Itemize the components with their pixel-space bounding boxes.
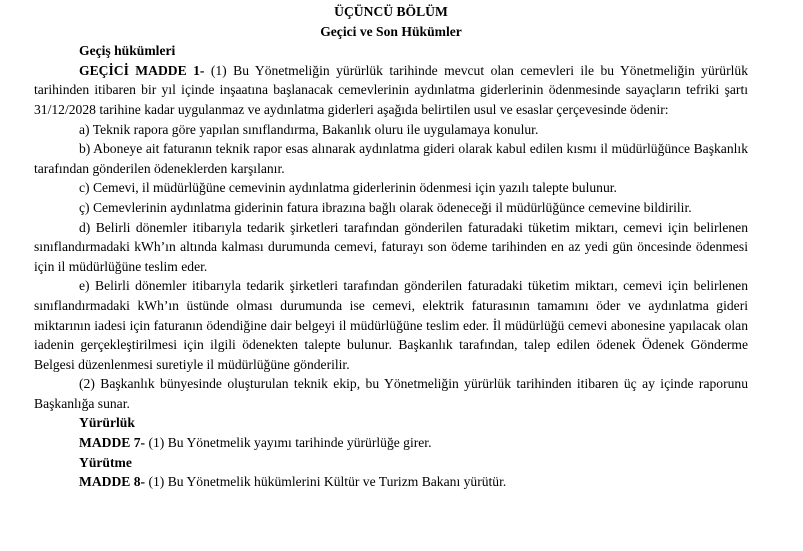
document-page [34, 2, 748, 492]
item-e: e) Belirli dönemler itibarıyla tedarik şirketleri tarafından gönderilen faturadaki tüketim miktarı, cemevi için belirlenen sınıflandırmadaki kWh’ın üstünde olması durumunda ise cemevi, elektrik faturasının tamamını öder ve aydınlatma gideri miktarının iadesi için faturanın ödendiğine dair belgeyi il müdürlüğüne teslim eder. İl müdürlüğü cemevi abonesine yapılacak olan iadenin gerçekleştirilmesi için ilgili ödenekten talepte bulunur. Başkanlık tarafından, talep edilen ödenek Ödenek Gönderme Belgesi düzenlenmesi suretiyle il müdürlüğüne gönderilir. [34, 278, 748, 372]
item-b: b) Aboneye ait faturanın teknik rapor esas alınarak aydınlatma gideri olarak kabul edilen kısmı il müdürlüğünce Başkanlık tarafından gönderilen ödeneklerden karşılanır. [34, 141, 748, 176]
yurutme-heading: Yürütme [79, 454, 132, 470]
yururluk-heading: Yürürlük [79, 415, 135, 431]
item-d: d) Belirli dönemler itibarıyla tedarik şirketleri tarafından gönderilen faturadaki tüketim miktarı, cemevi için belirlenen sınıflandırmadaki kWh’ın altında kalması durumunda cemevi, faturayı son ödeme tarihinden en az yedi gün öncesinde ödenmesi için il müdürlüğüne teslim eder. [34, 219, 748, 274]
madde-8-text: (1) Bu Yönetmelik hükümlerini Kültür ve Turizm Bakanı yürütür. [145, 474, 507, 490]
section-subtitle: Geçici ve Son Hükümler [320, 23, 462, 39]
gecici-madde-1-label: GEÇİCİ MADDE 1- [79, 62, 205, 78]
madde-7-paragraph [34, 433, 748, 453]
item-a: a) Teknik rapora göre yapılan sınıflandırma, Bakanlık oluru ile uygulamaya konulur. [79, 121, 539, 137]
item-c: c) Cemevi, il müdürlüğüne cemevinin aydınlatma giderlerinin ödenmesi için yazılı talepte bulunur. [79, 180, 617, 196]
gecici-madde-1-paragraph [34, 61, 748, 120]
gecici-madde-1-text: (1) Bu Yönetmeliğin yürürlük tarihinde mevcut olan cemevleri ile bu Yönetmeliğin yürürlük tarihinden itibaren bir yıl içinde inşaatına başlanacak cemevlerinin aydınlatma giderlerinin ödenmesinde sayaçların tefriki şartı 31/12/2028 tarihine kadar uygulanmaz ve aydınlatma giderleri aşağıda belirtilen usul ve esaslar çerçevesinde ödenir: [34, 62, 748, 117]
madde-7-text: (1) Bu Yönetmelik yayımı tarihinde yürürlüğe girer. [145, 435, 432, 451]
madde-7-label: MADDE 7- [79, 435, 146, 451]
gecis-heading: Geçiş hükümleri [79, 43, 176, 59]
madde-8-paragraph [34, 472, 748, 492]
section-title: ÜÇÜNCÜ BÖLÜM [334, 4, 448, 19]
gecici-madde-1-paragraph-2: (2) Başkanlık bünyesinde oluşturulan teknik ekip, bu Yönetmeliğin yürürlük tarihinden itibaren üç ay içinde raporunu Başkanlığa sunar. [34, 376, 748, 411]
madde-8-label: MADDE 8- [79, 474, 146, 490]
item-c-cedilla: ç) Cemevlerinin aydınlatma giderinin fatura ibrazına bağlı olarak ödeneceği il müdürlüğünce cemevine bildirilir. [79, 199, 692, 215]
